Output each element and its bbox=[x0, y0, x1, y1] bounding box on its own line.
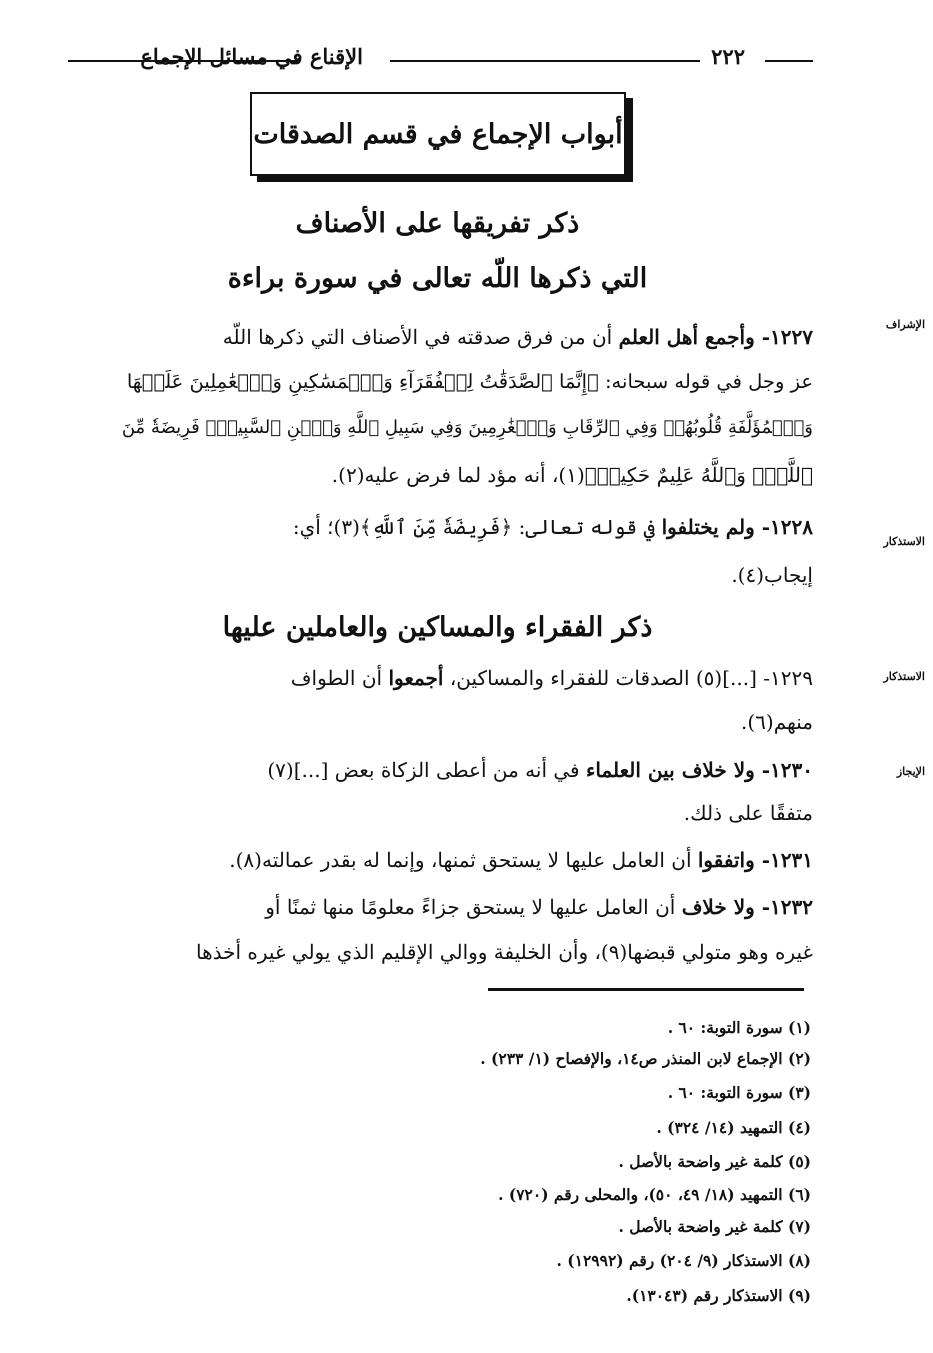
paragraph-1227-line3: وَٱلۡمُؤَلَّفَةِ قُلُوبُهُمۡ وَفِي ٱلرِّقَابِ وَٱلۡغَٰرِمِينَ وَفِي سَبِيلِ ٱللَّهِ وَٱبۡنِ ٱلسَّبِيلِۖ فَرِيضَةٗ مِّنَ bbox=[121, 417, 813, 438]
paragraph-1229-bold: أجمعوا bbox=[388, 666, 444, 690]
heading-poor-and-needy: ذكر الفقراء والمساكين والعاملين عليها bbox=[222, 612, 653, 643]
header-rule-right bbox=[765, 60, 813, 62]
paragraph-1230-line2: متفقًا على ذلك. bbox=[683, 801, 813, 825]
paragraph-1227-line4: ٱللَّهِۗ وَٱللَّهُ عَلِيمٌ حَكِيمٞ﴾(١)، أنه مؤد لما فرض عليه(٢). bbox=[331, 463, 813, 487]
footnote-1: (١) سورة التوبة: ٦٠ . bbox=[667, 1018, 811, 1037]
section-title: أبواب الإجماع في قسم الصدقات bbox=[253, 118, 623, 150]
footnote-separator bbox=[488, 988, 804, 991]
paragraph-1232-line1 bbox=[123, 895, 813, 919]
footnote-4: (٤) التمهيد (١٤/ ٣٢٤) . bbox=[656, 1118, 811, 1137]
footnote-6: (٦) التمهيد (١٨/ ٤٩، ٥٠)، والمحلى رقم (٧٢٠) . bbox=[498, 1185, 811, 1204]
page-number: ٢٢٢ bbox=[711, 44, 745, 69]
paragraph-1228-lead: ١٢٢٨- ولم يختلفوا bbox=[661, 515, 813, 539]
header-title: الإقناع في مسائل الإجماع bbox=[140, 44, 363, 69]
paragraph-1232-line2: غيره وهو متولي قبضها(٩)، وأن الخليفة ووالي الإقليم الذي يولي غيره أخذها bbox=[196, 940, 813, 964]
paragraph-1231-text: أن العامل عليها لا يستحق ثمنها، وإنما له بقدر عمالته(٨). bbox=[229, 848, 698, 872]
margin-label-1230: الإيجاز bbox=[896, 765, 925, 778]
paragraph-1232-lead: ١٢٣٢- ولا خلاف bbox=[681, 895, 813, 919]
paragraph-1230-text: في أنه من أعطى الزكاة بعض [...](٧) bbox=[267, 758, 586, 782]
footnote-7: (٧) كلمة غير واضحة بالأصل . bbox=[618, 1217, 811, 1236]
footnote-3: (٣) سورة التوبة: ٦٠ . bbox=[667, 1083, 811, 1102]
running-header bbox=[60, 40, 815, 80]
margin-label-1227: الإشراف bbox=[885, 318, 925, 331]
paragraph-1229-text-a: ١٢٢٩- [...](٥) الصدقات للفقراء والمساكين، bbox=[443, 666, 813, 690]
paragraph-1230-line1 bbox=[123, 758, 813, 782]
paragraph-1232-text: أن العامل عليها لا يستحق جزاءً معلومًا منها ثمنًا أو bbox=[265, 895, 682, 919]
paragraph-1227-lead: ١٢٢٧- وأجمع أهل العلم bbox=[618, 325, 813, 349]
header-rule-middle bbox=[390, 60, 700, 62]
heading-distribution: ذكر تفريقها على الأصناف bbox=[295, 208, 580, 239]
footnote-9: (٩) الاستذكار رقم (١٣٠٤٣). bbox=[626, 1286, 811, 1305]
paragraph-1229-text-b: أن الطواف bbox=[290, 666, 389, 690]
paragraph-1228-text: في قوله تعالى: ﴿فَرِيضَةٗ مِّنَ ٱللَّهِ﴾(٣)؛ أي: bbox=[292, 515, 662, 539]
heading-surah-baraa: التي ذكرها اللّه تعالى في سورة براءة bbox=[227, 263, 648, 294]
margin-label-1229: الاستذكار bbox=[883, 670, 925, 683]
footnote-2: (٢) الإجماع لابن المنذر ص١٤، والإفصاح (١/ ٢٣٣) . bbox=[480, 1049, 811, 1068]
paragraph-1227-line1 bbox=[123, 325, 813, 349]
paragraph-1231-line1 bbox=[123, 848, 813, 872]
paragraph-1229-line1 bbox=[123, 666, 813, 690]
paragraph-1228-line1 bbox=[123, 515, 813, 539]
paragraph-1228-line2: إيجاب(٤). bbox=[731, 563, 813, 587]
paragraph-1231-lead: ١٢٣١- واتفقوا bbox=[697, 848, 813, 872]
footnote-8: (٨) الاستذكار (٩/ ٢٠٤) رقم (١٢٩٩٢) . bbox=[556, 1251, 811, 1270]
margin-label-1228: الاستذكار bbox=[883, 535, 925, 548]
paragraph-1227-line2: عز وجل في قوله سبحانه: ﴿إِنَّمَا ٱلصَّدَقَٰتُ لِلۡفُقَرَآءِ وَٱلۡمَسَٰكِينِ وَٱلۡعَٰمِلِينَ عَلَيۡهَا bbox=[126, 370, 813, 393]
paragraph-1229-line2: منهم(٦). bbox=[740, 710, 813, 734]
section-title-box bbox=[250, 92, 626, 176]
footnote-5: (٥) كلمة غير واضحة بالأصل . bbox=[618, 1152, 811, 1171]
paragraph-1230-lead: ١٢٣٠- ولا خلاف بين العلماء bbox=[585, 758, 813, 782]
paragraph-1227-text: أن من فرق صدقته في الأصناف التي ذكرها اللّه bbox=[222, 325, 619, 349]
